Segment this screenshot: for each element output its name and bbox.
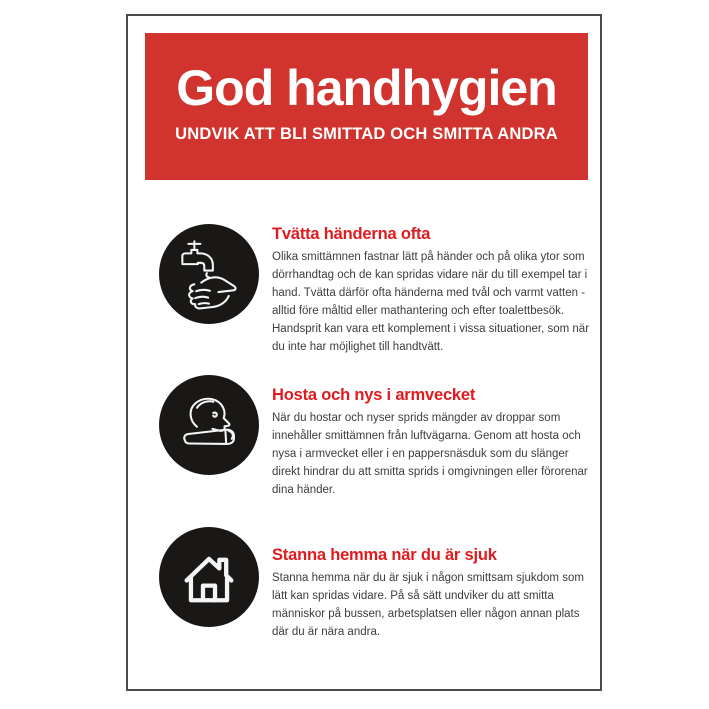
section-body: När du hostar och nyser sprids mängder av droppar som innehåller smittämnen från luftvägarna. Genom att hosta och nysa i armvecket eller i en pappersnäsduk som du slänger direkt hindrar du att smitta sprids i omgivningen eller förorenar dina händer. (272, 412, 588, 496)
poster-page (126, 14, 602, 691)
section-text-stay-home (272, 527, 590, 641)
section-text-cough-elbow (272, 375, 590, 499)
poster-subtitle: UNDVIK ATT BLI SMITTAD OCH SMITTA ANDRA (175, 125, 558, 143)
header-band (145, 33, 588, 180)
section-body: Stanna hemma när du är sjuk i någon smittsam sjukdom som lätt kan spridas vidare. På så sätt undviker du att smitta människor på bussen, arbetsplatsen eller någon annan plats där du är nära andra. (272, 572, 584, 638)
section-body: Olika smittämnen fastnar lätt på händer och på olika ytor som dörrhandtag och de kan spridas vidare när du till exempel tar i hand. Tvätta därför ofta händerna med tvål och varmt vatten - alltid före måltid eller mathantering och efter toalettbesök. Handsprit kan vara ett komplement i vissa situationer, som när du inte har möjlighet till handtvätt. (272, 251, 590, 353)
section-wash-hands (159, 224, 590, 356)
section-text-wash-hands (272, 224, 590, 356)
section-heading: Stanna hemma när du är sjuk (272, 546, 497, 564)
house-icon (159, 527, 259, 627)
cough-in-elbow-icon (159, 375, 259, 475)
section-heading: Tvätta händerna ofta (272, 225, 431, 243)
poster-title: God handhygien (176, 60, 557, 116)
section-cough-elbow (159, 375, 590, 499)
section-stay-home (159, 527, 590, 641)
section-heading: Hosta och nys i armvecket (272, 386, 476, 404)
faucet-hands-icon (159, 224, 259, 324)
